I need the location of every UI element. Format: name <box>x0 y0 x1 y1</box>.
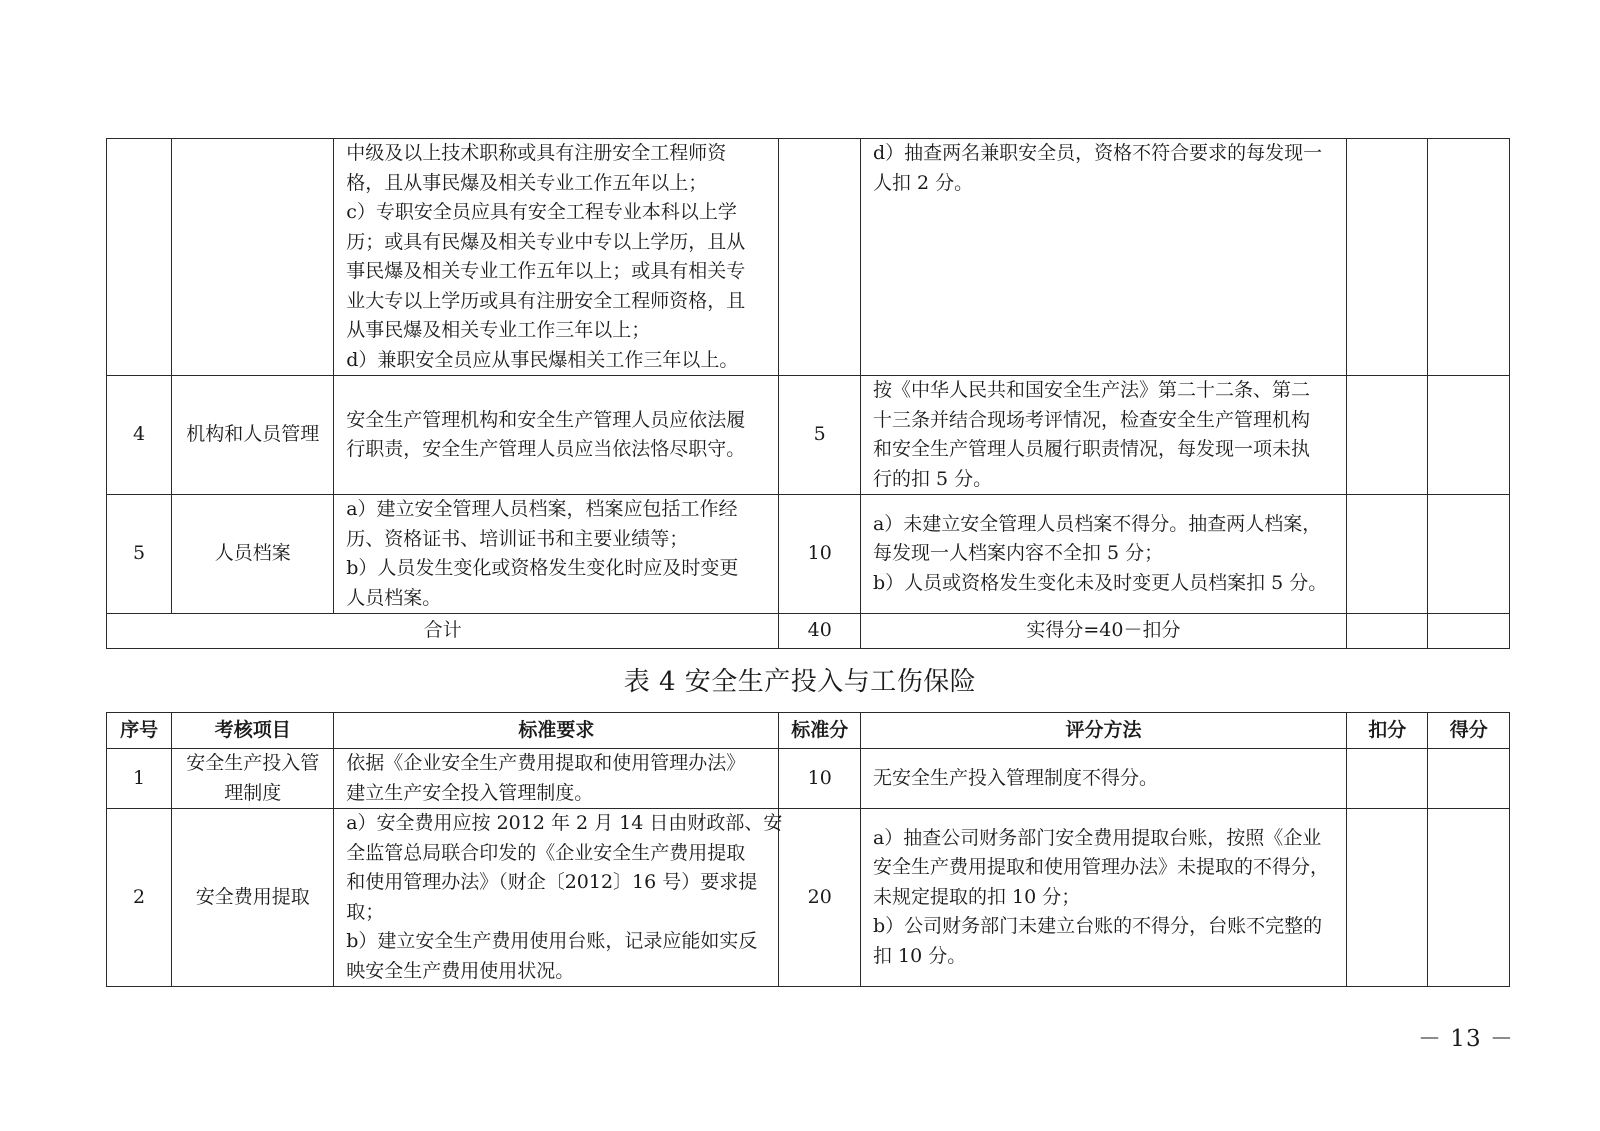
table-row <box>107 139 1510 376</box>
item-cell <box>172 749 334 809</box>
requirement-cell <box>334 495 779 614</box>
method-line: 人扣 2 分。 <box>872 171 974 194</box>
obtained-cell <box>1428 139 1510 376</box>
header-row <box>107 713 1510 749</box>
requirement-line: 历、资格证书、培训证书和主要业绩等； <box>346 527 689 550</box>
no-cell: 4 <box>107 376 172 495</box>
no-cell: 5 <box>107 495 172 614</box>
method-line: b）人员或资格发生变化未及时变更人员档案扣 5 分。 <box>872 571 1328 594</box>
method-cell <box>860 139 1346 376</box>
deduction-cell <box>1346 749 1428 809</box>
requirement-line: d）兼职安全员应从事民爆相关工作三年以上。 <box>346 348 739 371</box>
requirement-line: b）人员发生变化或资格发生变化时应及时变更 <box>346 557 739 579</box>
total-label: 合计 <box>107 614 779 649</box>
deduction-cell <box>1346 614 1428 649</box>
requirement-line: b）建立安全生产费用使用台账，记录应能如实反 <box>346 930 758 952</box>
method-line: 未规定提取的扣 10 分； <box>872 885 1081 908</box>
requirement-line: 格，且从事民爆及相关专业工作五年以上； <box>346 171 708 194</box>
requirement-line: 中级及以上技术职称或具有注册安全工程师资 <box>346 142 727 164</box>
score-cell: 20 <box>779 809 861 987</box>
column-header: 得分 <box>1428 713 1510 749</box>
item-line: 安全生产投入管 <box>186 752 320 774</box>
requirement-line: 业大专以上学历或具有注册安全工程师资格，且 <box>346 289 746 312</box>
item-line: 安全费用提取 <box>195 885 310 908</box>
column-header: 考核项目 <box>172 713 334 749</box>
investment-insurance-table <box>106 712 1510 987</box>
column-header: 扣分 <box>1346 713 1428 749</box>
score-cell: 10 <box>779 495 861 614</box>
obtained-cell <box>1428 809 1510 987</box>
page-number: － 13 － <box>1418 1026 1514 1052</box>
requirement-line: c）专职安全员应具有安全工程专业本科以上学 <box>346 201 737 223</box>
requirement-cell <box>334 749 779 809</box>
total-formula: 实得分=40－扣分 <box>860 614 1346 649</box>
score-cell: 10 <box>779 749 861 809</box>
method-line: 扣 10 分。 <box>872 944 967 967</box>
requirement-line: a）安全费用应按 2012 年 2 月 14 日由财政部、安 <box>346 812 783 834</box>
total-row <box>107 614 1510 649</box>
requirement-cell <box>334 809 783 987</box>
method-line: 安全生产费用提取和使用管理办法》未提取的不得分， <box>872 856 1329 879</box>
requirement-line: 依据《企业安全生产费用提取和使用管理办法》 <box>346 752 746 774</box>
requirement-line: 行职责，安全生产管理人员应当依法恪尽职守。 <box>346 438 746 460</box>
method-line: 十三条并结合现场考评情况，检查安全生产管理机构 <box>872 408 1310 431</box>
table-row <box>107 809 1510 987</box>
item-cell <box>172 809 334 987</box>
no-cell <box>107 139 172 376</box>
requirement-cell <box>334 139 779 376</box>
deduction-cell <box>1346 139 1428 376</box>
table-row <box>107 495 1510 614</box>
score-cell: 5 <box>779 376 861 495</box>
column-header: 标准分 <box>779 713 861 749</box>
method-line: b）公司财务部门未建立台账的不得分，台账不完整的 <box>872 915 1323 938</box>
deduction-cell <box>1346 809 1428 987</box>
requirement-line: 建立生产安全投入管理制度。 <box>346 781 594 804</box>
method-line: 按《中华人民共和国安全生产法》第二十二条、第二 <box>872 379 1310 401</box>
obtained-cell <box>1428 749 1510 809</box>
requirement-line: 全监管总局联合印发的《企业安全生产费用提取 <box>346 841 746 864</box>
method-cell <box>860 376 1346 495</box>
requirement-line: 人员档案。 <box>346 586 442 609</box>
method-cell <box>860 749 1346 809</box>
requirement-line: 映安全生产费用使用状况。 <box>346 959 575 982</box>
column-header: 标准要求 <box>334 713 779 749</box>
column-header: 序号 <box>107 713 172 749</box>
method-line: a）未建立安全管理人员档案不得分。抽查两人档案， <box>872 512 1322 535</box>
requirement-cell <box>334 376 779 495</box>
method-cell <box>860 809 1346 987</box>
obtained-cell <box>1428 614 1510 649</box>
method-line: 每发现一人档案内容不全扣 5 分； <box>872 542 1164 565</box>
item-cell: 人员档案 <box>172 495 334 614</box>
method-cell <box>860 495 1346 614</box>
table-title: 表 4 安全生产投入与工伤保险 <box>623 667 977 697</box>
item-cell: 机构和人员管理 <box>172 376 334 495</box>
obtained-cell <box>1428 495 1510 614</box>
method-line: 无安全生产投入管理制度不得分。 <box>872 766 1158 789</box>
method-line: d）抽查两名兼职安全员，资格不符合要求的每发现一 <box>872 142 1323 164</box>
deduction-cell <box>1346 495 1428 614</box>
table-row <box>107 749 1510 809</box>
method-line: 和安全生产管理人员履行职责情况，每发现一项未执 <box>872 438 1310 460</box>
method-line: a）抽查公司财务部门安全费用提取台账，按照《企业 <box>872 826 1322 849</box>
method-line: 行的扣 5 分。 <box>872 467 993 490</box>
deduction-cell <box>1346 376 1428 495</box>
obtained-cell <box>1428 376 1510 495</box>
requirement-line: a）建立安全管理人员档案，档案应包括工作经 <box>346 498 738 520</box>
requirement-line: 和使用管理办法》（财企〔2012〕16 号）要求提 <box>346 871 758 893</box>
score-cell <box>779 139 861 376</box>
no-cell: 1 <box>107 749 172 809</box>
scoring-table-continued <box>106 138 1510 649</box>
requirement-line: 从事民爆及相关专业工作三年以上； <box>346 319 651 341</box>
requirement-line: 安全生产管理机构和安全生产管理人员应依法履 <box>346 408 746 431</box>
requirement-line: 事民爆及相关专业工作五年以上；或具有相关专 <box>346 260 746 282</box>
no-cell: 2 <box>107 809 172 987</box>
total-score: 40 <box>779 614 861 649</box>
item-cell <box>172 139 334 376</box>
item-line: 理制度 <box>224 781 282 804</box>
requirement-line: 历；或具有民爆及相关专业中专以上学历，且从 <box>346 230 746 253</box>
column-header: 评分方法 <box>860 713 1346 749</box>
requirement-line: 取； <box>346 900 385 923</box>
table-row <box>107 376 1510 495</box>
